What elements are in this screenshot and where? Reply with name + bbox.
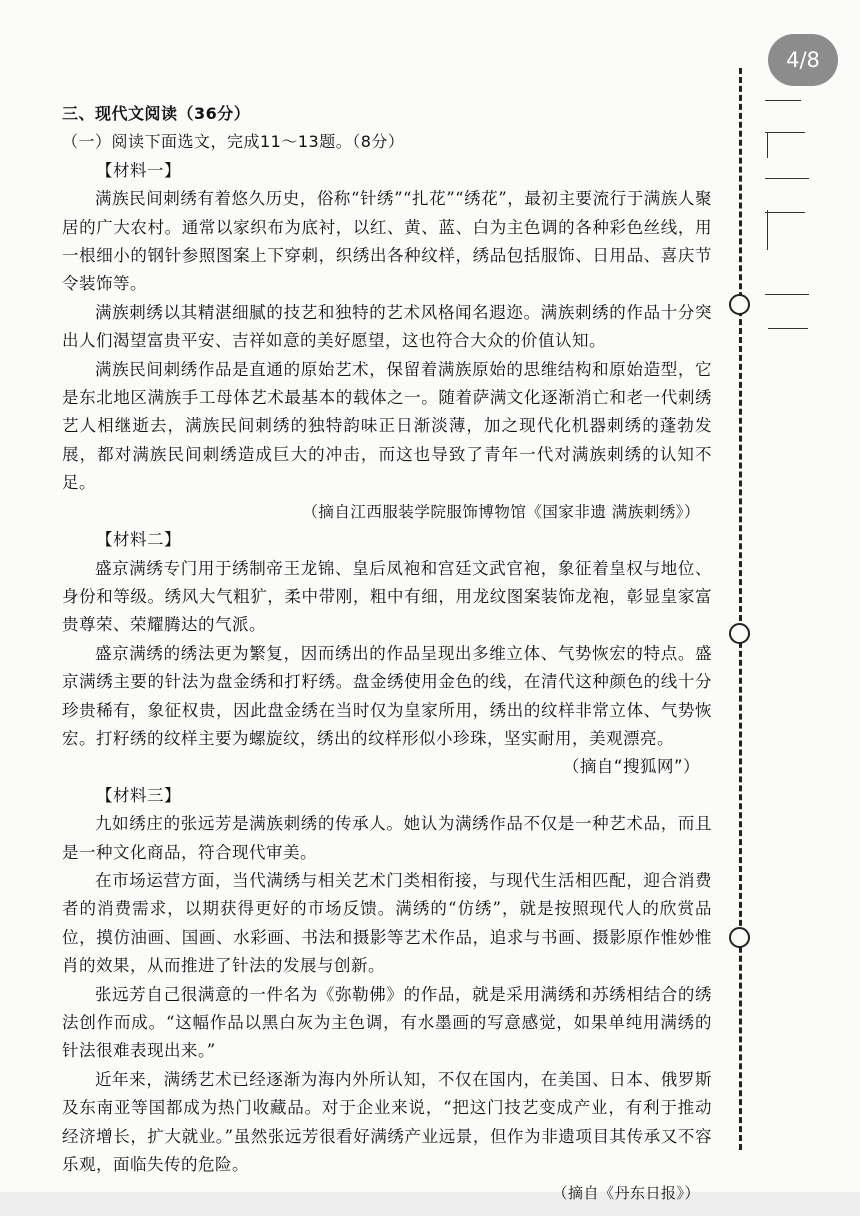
binding-hole xyxy=(729,294,750,315)
page-indicator-badge[interactable] xyxy=(768,34,838,86)
binding-tick-mark xyxy=(765,132,805,133)
binding-tick-mark xyxy=(765,212,805,213)
material-paragraph: 盛京满绣专门用于绣制帝王龙锦、皇后凤袍和宫廷文武官袍，象征着皇权与地位、身份和等级。绣风大气粗犷，柔中带刚，粗中有细，用龙纹图案装饰龙袍，彰显皇家富贵尊荣、荣耀腾达的气派。 xyxy=(62,558,712,635)
binding-tick-mark xyxy=(765,178,809,179)
material-paragraph: 张远芳自己很满意的一件名为《弥勒佛》的作品，就是采用满绣和苏绣相结合的绣法创作而成。“这幅作品以黑白灰为主色调，有水墨画的写意感觉，如果单纯用满绣的针法很难表现出来。” xyxy=(62,984,712,1061)
material-heading: 【材料三】 xyxy=(96,785,181,805)
material-heading: 【材料一】 xyxy=(96,160,181,180)
binding-tick-mark xyxy=(767,210,768,250)
binding-hole xyxy=(729,927,750,948)
material-paragraph: 近年来，满绣艺术已经逐渐为海内外所认知，不仅在国内，在美国、日本、俄罗斯及东南亚等国都成为热门收藏品。对于企业来说，“把这门技艺变成产业，有利于推动经济增长，扩大就业。”虽然张远芳很看好满绣产业远景，但作为非遗项目其传承又不容乐观，面临失传的危险。 xyxy=(62,1069,712,1175)
binding-tick-mark xyxy=(765,294,809,295)
material-source: （摘自江西服装学院服饰博物馆《国家非遗 满族刺绣》） xyxy=(302,502,700,521)
binding-dashed-line xyxy=(739,68,742,1150)
section-subtitle: （一）阅读下面选文，完成11～13题。（8分） xyxy=(62,132,405,152)
binding-tick-mark xyxy=(768,328,808,329)
material-paragraph: 九如绣庄的张远芳是满族刺绣的传承人。她认为满绣作品不仅是一种艺术品，而且是一种文化商品，符合现代审美。 xyxy=(62,814,712,862)
reading-content xyxy=(62,100,712,1208)
binding-tick-mark xyxy=(765,100,801,101)
material-paragraph: 满族刺绣以其精湛细腻的技艺和独特的艺术风格闻名遐迩。满族刺绣的作品十分突出人们渴望富贵平安、吉祥如意的美好愿望，这也符合大众的价值认知。 xyxy=(62,302,712,351)
binding-hole xyxy=(729,623,750,644)
material-source: （摘自“搜狐网”） xyxy=(562,757,700,777)
material-heading: 【材料二】 xyxy=(96,530,181,550)
material-paragraph: 满族民间刺绣有着悠久历史，俗称“针绣”“扎花”“绣花”，最初主要流行于满族人聚居的广大农村。通常以家织布为底衬，以红、黄、蓝、白为主色调的各种彩色丝线，用一根细小的钢针参照图案上下穿刺，织绣出各种纹样，绣品包括服饰、日用品、喜庆节令装饰等。 xyxy=(62,189,712,294)
material-source: （摘自《丹东日报》） xyxy=(552,1184,700,1203)
binding-tick-mark xyxy=(767,132,768,158)
material-paragraph: 盛京满绣的绣法更为繁复，因而绣出的作品呈现出多维立体、气势恢宏的特点。盛京满绣主要的针法为盘金绣和打籽绣。盘金绣使用金色的线，在清代这种颜色的线十分珍贵稀有，象征权贵，因此盘金绣在当时仅为皇家所用，绣出的纹样非常立体、气势恢宏。打籽绣的纹样主要为螺旋纹，绣出的纹样形似小珍珠，坚实耐用，美观漂亮。 xyxy=(62,643,712,748)
material-paragraph: 满族民间刺绣作品是直通的原始艺术，保留着满族原始的思维结构和原始造型，它是东北地区满族手工母体艺术最基本的载体之一。随着萨满文化逐渐消亡和老一代刺绣艺人相继逝去，满族民间刺绣的独特韵味正日渐淡薄，加之现代化机器刺绣的蓬勃发展，都对满族民间刺绣造成巨大的冲击，而这也导致了青年一代对满族刺绣的认知不足。 xyxy=(62,359,712,493)
material-paragraph: 在市场运营方面，当代满绣与相关艺术门类相衔接，与现代生活相匹配，迎合消费者的消费需求，以期获得更好的市场反馈。满绣的“仿绣”，就是按照现代人的欣赏品位，摸仿油画、国画、水彩画、书法和摄影等艺术作品，追求与书画、摄影原作惟妙惟肖的效果，从而推进了针法的发展与创新。 xyxy=(62,870,712,976)
section-title: 三、现代文阅读（36分） xyxy=(62,104,251,123)
page-indicator-text: 4/8 xyxy=(786,48,820,72)
